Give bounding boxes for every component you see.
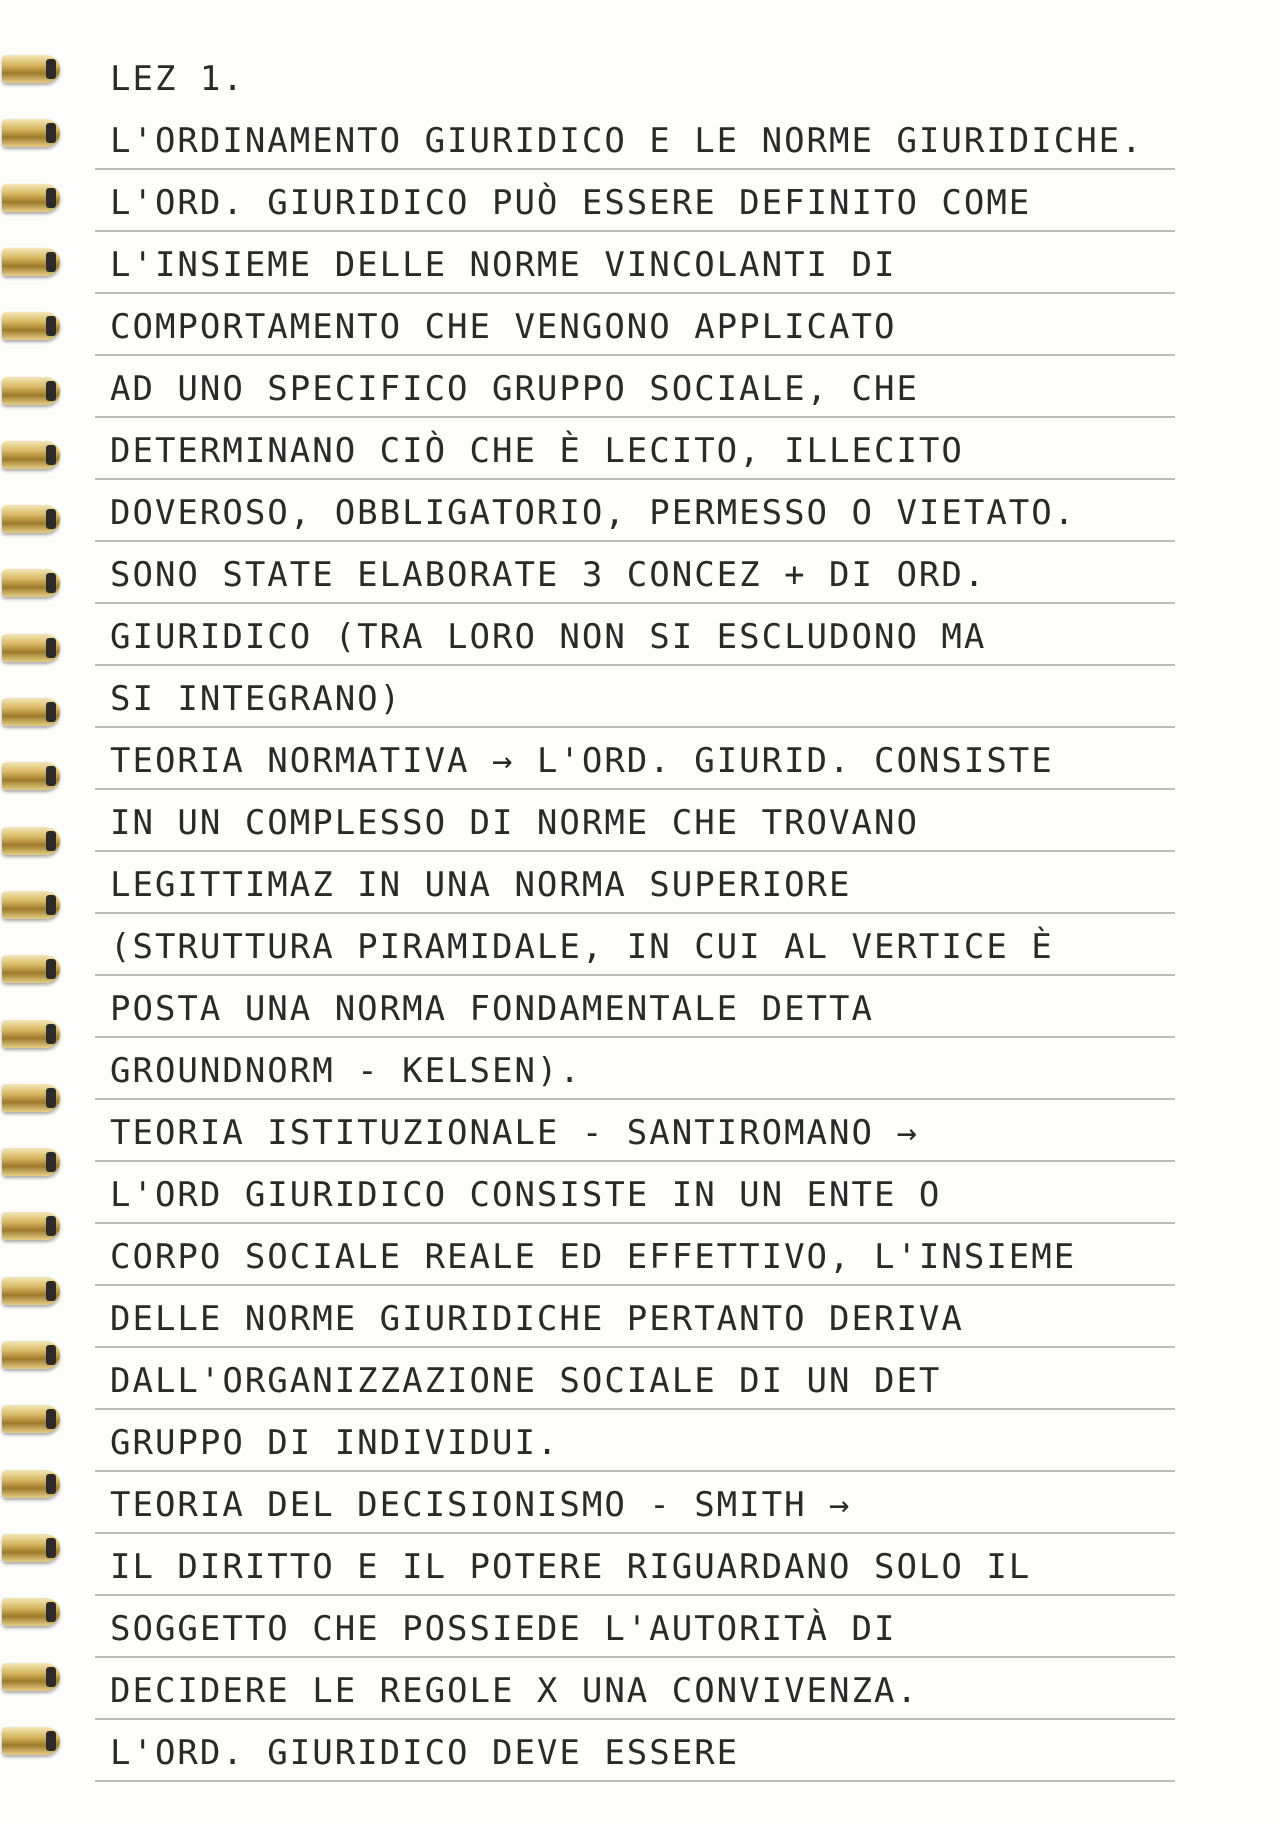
binding-ring — [2, 1084, 60, 1112]
binding-ring — [2, 1020, 60, 1048]
note-line: L'ORD. GIURIDICO DEVE ESSERE — [110, 1733, 740, 1773]
note-line: (STRUTTURA PIRAMIDALE, IN CUI AL VERTICE È — [110, 927, 1054, 967]
note-line: DELLE NORME GIURIDICHE PERTANTO DERIVA — [110, 1299, 964, 1339]
binding-ring — [2, 1727, 60, 1755]
binding-ring — [2, 698, 60, 726]
note-line: TEORIA DEL DECISIONISMO - SMITH → — [110, 1485, 852, 1525]
note-line: IN UN COMPLESSO DI NORME CHE TROVANO — [110, 803, 919, 843]
note-line: SOGGETTO CHE POSSIEDE L'AUTORITÀ DI — [110, 1609, 897, 1649]
note-line: GIURIDICO (TRA LORO NON SI ESCLUDONO MA — [110, 617, 987, 657]
note-line: POSTA UNA NORMA FONDAMENTALE DETTA — [110, 989, 874, 1029]
note-line: IL DIRITTO E IL POTERE RIGUARDANO SOLO IL — [110, 1547, 1032, 1587]
note-line: LEGITTIMAZ IN UNA NORMA SUPERIORE — [110, 865, 852, 905]
binding-ring — [2, 1277, 60, 1305]
binding-ring — [2, 184, 60, 212]
note-line: TEORIA ISTITUZIONALE - SANTIROMANO → — [110, 1113, 919, 1153]
note-line: CORPO SOCIALE REALE ED EFFETTIVO, L'INSIEME — [110, 1237, 1077, 1277]
binding-ring — [2, 377, 60, 405]
note-line: SI INTEGRANO) — [110, 679, 403, 719]
binding-ring — [2, 1470, 60, 1498]
note-line: L'ORD. GIURIDICO PUÒ ESSERE DEFINITO COME — [110, 183, 1032, 223]
binding-ring — [2, 1341, 60, 1369]
note-line: TEORIA NORMATIVA → L'ORD. GIURID. CONSISTE — [110, 741, 1054, 781]
lesson-heading: LEZ 1. — [110, 59, 245, 99]
binding-ring — [2, 955, 60, 983]
binding-ring — [2, 55, 60, 83]
note-line: GRUPPO DI INDIVIDUI. — [110, 1423, 560, 1463]
note-line: COMPORTAMENTO CHE VENGONO APPLICATO — [110, 307, 897, 347]
note-line: L'ORD GIURIDICO CONSISTE IN UN ENTE O — [110, 1175, 942, 1215]
binding-ring — [2, 119, 60, 147]
note-line: AD UNO SPECIFICO GRUPPO SOCIALE, CHE — [110, 369, 919, 409]
binding-ring — [2, 569, 60, 597]
binding-ring — [2, 1598, 60, 1626]
binding-ring — [2, 1148, 60, 1176]
binding-ring — [2, 762, 60, 790]
note-line: DECIDERE LE REGOLE X UNA CONVIVENZA. — [110, 1671, 919, 1711]
binding-ring — [2, 1212, 60, 1240]
note-line: GROUNDNORM - KELSEN). — [110, 1051, 582, 1091]
binding-ring — [2, 827, 60, 855]
binding-ring — [2, 1663, 60, 1691]
binding-ring — [2, 312, 60, 340]
binding-ring — [2, 634, 60, 662]
binding-ring — [2, 505, 60, 533]
binding-ring — [2, 248, 60, 276]
binding-ring — [2, 1405, 60, 1433]
note-line: DALL'ORGANIZZAZIONE SOCIALE DI UN DET — [110, 1361, 942, 1401]
notes-title: L'ORDINAMENTO GIURIDICO E LE NORME GIURIDICHE. — [110, 121, 1144, 161]
note-line: DOVEROSO, OBBLIGATORIO, PERMESSO O VIETATO. — [110, 493, 1077, 533]
binding-ring — [2, 441, 60, 469]
binding-ring — [2, 1534, 60, 1562]
note-line: SONO STATE ELABORATE 3 CONCEZ + DI ORD. — [110, 555, 987, 595]
spiral-binding — [0, 0, 70, 1824]
binding-ring — [2, 891, 60, 919]
note-line: L'INSIEME DELLE NORME VINCOLANTI DI — [110, 245, 897, 285]
note-line: DETERMINANO CIÒ CHE È LECITO, ILLECITO — [110, 431, 964, 471]
